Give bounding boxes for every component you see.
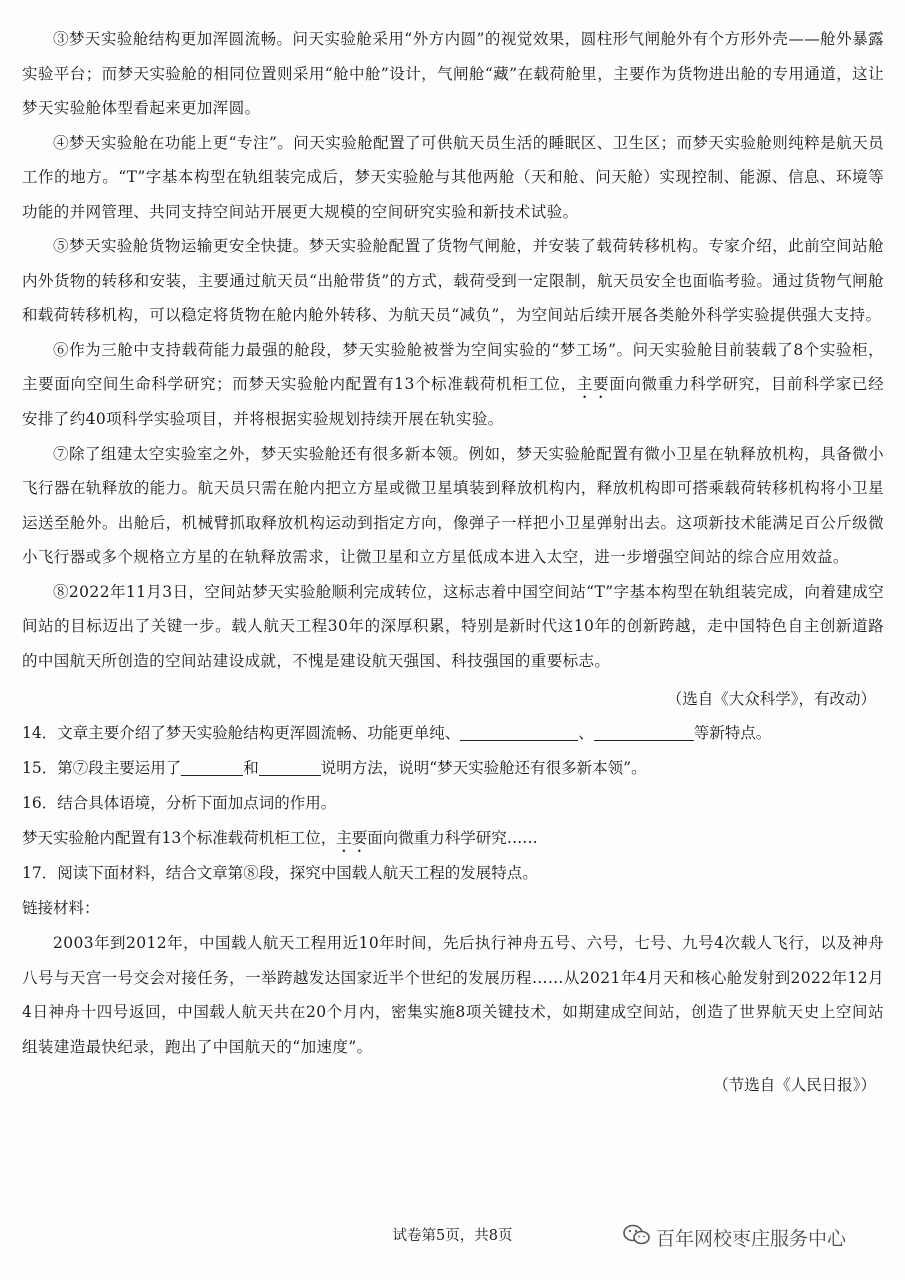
question-16: 16．结合具体语境，分析下面加点词的作用。 [22,794,337,812]
article-paragraph-8: ⑧2022年11月3日，空间站梦天实验舱顺利完成转位，这标志着中国空间站“T”字基本构型在轨组装完成，向着建成空间站的目标迈出了关键一步。载人航天工程30年的深厚积累，特别是新时代这10年的创新跨越，走中国特色自主创新道路的中国航天所创造的空间站建设成就，不愧是建设航天强国、科技强国的重要标志。 [22,582,884,670]
answer-blank[interactable] [594,725,694,742]
article-source: （选自《大众科学》，有改动） [666,690,876,708]
article-paragraph-5: ⑤梦天实验舱货物运输更安全快捷。梦天实验舱配置了货物气闸舱，并安装了载荷转移机构。专家介绍，此前空间站舱内外货物的转移和安装，主要通过航天员“出舱带货”的方式，载荷受到一定限制，航天员安全也面临考验。通过货物气闸舱和载荷转移机构，可以稳定将货物在舱内舱外转移、为航天员“减负”，为空间站后续开展各类舱外科学实验提供强大支持。 [22,237,884,324]
wechat-icon [622,1224,652,1251]
article-paragraph-7: ⑦除了组建太空实验室之外，梦天实验舱还有很多新本领。例如，梦天实验舱配置有微小卫星在轨释放机构，具备微小飞行器在轨释放的能力。航天员只需在舱内把立方星或微卫星填装到释放机构内，释放机构即可搭乘载荷转移机构将小卫星运送至舱外。出舱后，机械臂抓取释放机构运动到指定方向，像弹子一样把小卫星弹射出去。这项新技术能满足百公斤级微小飞行器或多个规格立方星的在轨释放需求，让微卫星和立方星低成本进入太空，进一步增强空间站的综合应用效益。 [22,444,884,566]
question-15: 15．第⑦段主要运用了 和 说明方法，说明“梦天实验舱还有很多新本领”。 [22,759,647,777]
question-16-quote: 梦天实验舱内配置有13个标准载荷机柜工位，主要面向微重力科学研究…… [22,829,538,847]
answer-blank[interactable] [181,760,243,777]
question-14: 14．文章主要介绍了梦天实验舱结构更浑圆流畅、功能更单纯、 、 等新特点。 [22,724,772,742]
link-material-source: （节选自《人民日报》） [713,1076,876,1094]
dotted-word: 主要 [576,375,610,393]
page-footer: 试卷第5页，共8页 [392,1228,513,1244]
link-material-text: 2003年到2012年，中国载人航天工程用近10年时间，先后执行神舟五号、六号，七号、九号4次载人飞行，以及神舟八号与天宫一号交会对接任务，一举跨越发达国家近半个世纪的发展历程……从2021年4月天和核心舱发射到2022年12月4日神舟十四号返回，中国载人航天共在20个月内，密集实施8项关键技术，如期建成空间站，创造了世界航天史上空间站组装建造最快纪录，跑出了中国航天的“加速度”。 [22,934,884,1056]
article-paragraph-3: ③梦天实验舱结构更加浑圆流畅。问天实验舱采用“外方内圆”的视觉效果，圆柱形气闸舱外有个方形外壳——舱外暴露实验平台；而梦天实验舱的相同位置则采用“舱中舱”设计，气闸舱“藏”在载荷舱里，主要作为货物进出舱的专用通道，这让梦天实验舱体型看起来更加浑圆。 [22,30,884,117]
watermark [622,1224,846,1251]
link-material-label: 链接材料： [22,899,100,917]
exam-page [22,22,884,1102]
answer-blank[interactable] [460,725,578,742]
dotted-word: 主要 [336,829,368,847]
article-paragraph-4: ④梦天实验舱在功能上更“专注”。问天实验舱配置了可供航天员生活的睡眠区、卫生区；而梦天实验舱则纯粹是航天员工作的地方。“T”字基本构型在轨组装完成后，梦天实验舱与其他两舱（天和舱、问天舱）实现控制、能源、信息、环境等功能的并网管理、共同支持空间站开展更大规模的空间研究实验和新技术试验。 [22,133,884,221]
watermark-text: 百年网校枣庄服务中心 [656,1228,847,1250]
answer-blank[interactable] [259,760,321,777]
question-17: 17．阅读下面材料，结合文章第⑧段，探究中国载人航天工程的发展特点。 [22,864,538,882]
article-paragraph-6: ⑥作为三舱中支持载荷能力最强的舱段，梦天实验舱被誉为空间实验的“梦工场”。问天实验舱目前装载了8个实验柜，主要面向空间生命科学研究；而梦天实验舱内配置有13个标准载荷机柜工位，主要面向微重力科学研究，目前科学家已经安排了约40项科学实验项目，并将根据实验规划持续开展在轨实验。 [22,340,884,428]
